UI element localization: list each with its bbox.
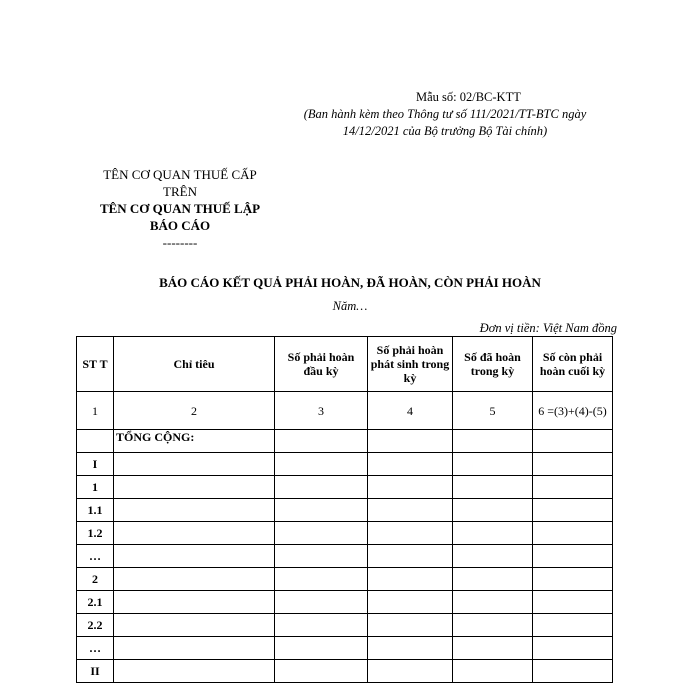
form-number: Mẫu số: 02/BC-KTT bbox=[416, 90, 521, 104]
issuance-note bbox=[270, 106, 620, 140]
table-cell[interactable] bbox=[533, 660, 613, 683]
table-cell[interactable] bbox=[114, 568, 275, 591]
table-cell[interactable] bbox=[533, 476, 613, 499]
issuance-note-line1: (Ban hành kèm theo Thông tư số 111/2021/TT-BTC ngày bbox=[303, 107, 587, 121]
table-row bbox=[77, 591, 613, 614]
table-cell[interactable] bbox=[453, 545, 533, 568]
table-row bbox=[77, 499, 613, 522]
table-cell[interactable] bbox=[453, 660, 533, 683]
table-cell[interactable] bbox=[368, 660, 453, 683]
table-cell[interactable] bbox=[453, 522, 533, 545]
row-stt: 1.1 bbox=[77, 499, 114, 522]
table-cell[interactable] bbox=[368, 545, 453, 568]
table-row bbox=[77, 614, 613, 637]
table-row bbox=[77, 660, 613, 683]
table-cell[interactable] bbox=[77, 430, 114, 453]
header-closing-refund: Số còn phải hoàn cuối kỳ bbox=[533, 337, 613, 392]
column-number: 5 bbox=[453, 392, 533, 430]
column-number: 1 bbox=[77, 392, 114, 430]
table-cell[interactable] bbox=[453, 568, 533, 591]
table-cell[interactable] bbox=[453, 453, 533, 476]
table-cell[interactable] bbox=[275, 499, 368, 522]
row-stt: … bbox=[77, 545, 114, 568]
table-cell[interactable] bbox=[453, 637, 533, 660]
table-cell[interactable] bbox=[114, 614, 275, 637]
table-cell[interactable] bbox=[275, 453, 368, 476]
row-stt: 2.2 bbox=[77, 614, 114, 637]
table-cell[interactable] bbox=[368, 522, 453, 545]
table-cell[interactable] bbox=[533, 545, 613, 568]
table-cell[interactable] bbox=[368, 453, 453, 476]
column-number: 3 bbox=[275, 392, 368, 430]
table-cell[interactable] bbox=[114, 453, 275, 476]
header-arising-refund: Số phải hoàn phát sinh trong kỳ bbox=[368, 337, 453, 392]
table-cell[interactable] bbox=[533, 522, 613, 545]
row-stt: … bbox=[77, 637, 114, 660]
agency-separator: -------- bbox=[162, 235, 198, 250]
table-row bbox=[77, 522, 613, 545]
table-cell[interactable] bbox=[275, 591, 368, 614]
report-year: Năm… bbox=[332, 299, 368, 313]
column-number-row bbox=[77, 392, 613, 430]
column-number: 2 bbox=[114, 392, 275, 430]
report-title: BÁO CÁO KẾT QUẢ PHẢI HOÀN, ĐÃ HOÀN, CÒN PHẢI HOÀN bbox=[159, 275, 541, 290]
table-row bbox=[77, 568, 613, 591]
row-stt: 2 bbox=[77, 568, 114, 591]
table-row bbox=[77, 476, 613, 499]
table-cell[interactable] bbox=[368, 568, 453, 591]
table-row bbox=[77, 637, 613, 660]
table-cell[interactable] bbox=[368, 591, 453, 614]
table-row bbox=[77, 545, 613, 568]
header-stt: ST T bbox=[77, 337, 114, 392]
table-cell[interactable] bbox=[533, 430, 613, 453]
table-cell[interactable] bbox=[368, 476, 453, 499]
table-cell[interactable] bbox=[533, 499, 613, 522]
report-table bbox=[76, 336, 613, 683]
table-cell[interactable] bbox=[453, 430, 533, 453]
table-cell[interactable] bbox=[275, 522, 368, 545]
row-stt: 1 bbox=[77, 476, 114, 499]
table-cell[interactable] bbox=[275, 545, 368, 568]
table-cell[interactable] bbox=[368, 430, 453, 453]
row-stt: 1.2 bbox=[77, 522, 114, 545]
table-cell[interactable] bbox=[275, 660, 368, 683]
table-cell[interactable] bbox=[368, 499, 453, 522]
table-cell[interactable] bbox=[453, 591, 533, 614]
table-cell[interactable] bbox=[114, 522, 275, 545]
table-cell[interactable] bbox=[275, 568, 368, 591]
row-stt: 2.1 bbox=[77, 591, 114, 614]
superior-agency-line1: TÊN CƠ QUAN THUẾ CẤP bbox=[103, 167, 257, 182]
header-refunded: Số đã hoàn trong kỳ bbox=[453, 337, 533, 392]
table-cell[interactable] bbox=[533, 568, 613, 591]
row-stt: I bbox=[77, 453, 114, 476]
reporting-agency-line2: BÁO CÁO bbox=[149, 218, 211, 233]
total-label: TỔNG CỘNG: bbox=[114, 430, 275, 453]
table-cell[interactable] bbox=[453, 476, 533, 499]
table-cell[interactable] bbox=[114, 545, 275, 568]
table-cell[interactable] bbox=[533, 614, 613, 637]
table-cell[interactable] bbox=[275, 476, 368, 499]
column-number: 4 bbox=[368, 392, 453, 430]
table-cell[interactable] bbox=[275, 614, 368, 637]
row-stt: II bbox=[77, 660, 114, 683]
table-cell[interactable] bbox=[368, 614, 453, 637]
header-row bbox=[77, 337, 613, 392]
issuance-note-line2: 14/12/2021 của Bộ trưởng Bộ Tài chính) bbox=[342, 124, 548, 138]
header-opening-refund: Số phải hoàn đầu kỳ bbox=[275, 337, 368, 392]
table-cell[interactable] bbox=[114, 660, 275, 683]
table-cell[interactable] bbox=[533, 637, 613, 660]
currency-unit: Đơn vị tiền: Việt Nam đồng bbox=[479, 321, 617, 335]
reporting-agency-line1: TÊN CƠ QUAN THUẾ LẬP bbox=[99, 201, 261, 216]
column-number: 6 =(3)+(4)-(5) bbox=[533, 392, 613, 430]
table-cell[interactable] bbox=[533, 453, 613, 476]
table-cell[interactable] bbox=[275, 430, 368, 453]
table-cell[interactable] bbox=[453, 499, 533, 522]
table-cell[interactable] bbox=[114, 637, 275, 660]
table-cell[interactable] bbox=[114, 591, 275, 614]
table-cell[interactable] bbox=[114, 476, 275, 499]
table-cell[interactable] bbox=[453, 614, 533, 637]
table-cell[interactable] bbox=[368, 637, 453, 660]
total-row bbox=[77, 430, 613, 453]
table-cell[interactable] bbox=[114, 499, 275, 522]
agency-block bbox=[80, 166, 280, 251]
table-cell[interactable] bbox=[275, 637, 368, 660]
superior-agency-line2: TRÊN bbox=[163, 184, 197, 199]
header-indicator: Chỉ tiêu bbox=[114, 337, 275, 392]
table-row bbox=[77, 453, 613, 476]
table-cell[interactable] bbox=[533, 591, 613, 614]
